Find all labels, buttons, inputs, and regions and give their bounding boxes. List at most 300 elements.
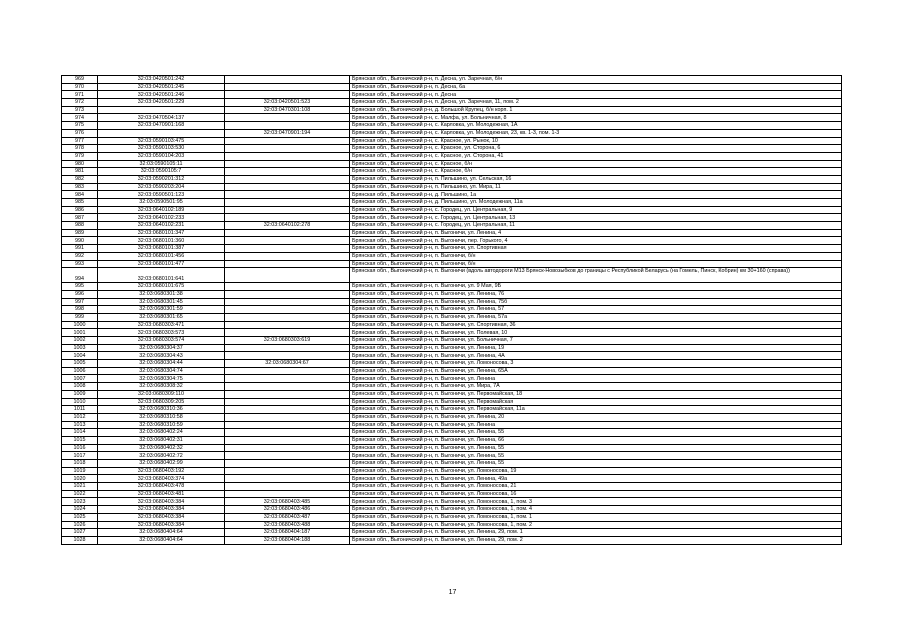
table-row xyxy=(62,183,842,191)
address-cell: Брянская обл., Выгоничский р-н, с. Красное, ул. Рынок, 10 xyxy=(350,137,842,145)
address-cell: Брянская обл., Выгоничский р-н, п. Выгоничи, ул. Ломоносова, 1, пом. 4 xyxy=(350,506,842,514)
cadastral-number-cell: 32:03:0680402:72 xyxy=(98,452,225,460)
row-number-cell: 1004 xyxy=(62,352,98,360)
row-number-cell: 1017 xyxy=(62,452,98,460)
table-row xyxy=(62,160,842,168)
object-number-cell: 32:03:0680404:188 xyxy=(225,536,350,544)
address-cell: Брянская обл., Выгоничский р-н, п. Выгоничи, ул. Ленина, 76 xyxy=(350,290,842,298)
object-number-cell xyxy=(225,367,350,375)
table-row xyxy=(62,290,842,298)
table-row xyxy=(62,413,842,421)
table-row xyxy=(62,91,842,99)
table-row xyxy=(62,406,842,414)
object-number-cell xyxy=(225,76,350,84)
row-number-cell: 999 xyxy=(62,313,98,321)
cadastral-number-cell: 32:03:0590104:203 xyxy=(98,152,225,160)
object-number-cell: 32:03:0680403:487 xyxy=(225,513,350,521)
table-row xyxy=(62,214,842,222)
address-cell: Брянская обл., Выгоничский р-н, п. Пильшино, ул. Сельская, 16 xyxy=(350,175,842,183)
object-number-cell: 32:03:0420501:523 xyxy=(225,99,350,107)
row-number-cell: 991 xyxy=(62,245,98,253)
cadastral-number-cell: 32:03:0680402:32 xyxy=(98,444,225,452)
table-row xyxy=(62,390,842,398)
row-number-cell: 1010 xyxy=(62,398,98,406)
cadastral-number-cell: 32:03:0420501:229 xyxy=(98,99,225,107)
table-row xyxy=(62,313,842,321)
address-cell: Брянская обл., Выгоничский р-н, п. Выгоничи, ул. Ленина, 4 xyxy=(350,229,842,237)
object-number-cell xyxy=(225,390,350,398)
object-number-cell: 32:03:0680403:486 xyxy=(225,506,350,514)
cadastral-number-cell: 32:03:0640102:233 xyxy=(98,214,225,222)
row-number-cell: 1026 xyxy=(62,521,98,529)
table-row xyxy=(62,175,842,183)
object-number-cell: 32:03:0680403:488 xyxy=(225,521,350,529)
address-cell: Брянская обл., Выгоничский р-н, п. Выгоничи, ул. Ленина, 20 xyxy=(350,413,842,421)
cadastral-number-cell: 32:03:0680304:43 xyxy=(98,352,225,360)
cadastral-number-cell: 32:03:0590501:123 xyxy=(98,191,225,199)
table-row xyxy=(62,283,842,291)
object-number-cell xyxy=(225,191,350,199)
table-row xyxy=(62,536,842,544)
row-number-cell: 978 xyxy=(62,145,98,153)
table-row xyxy=(62,375,842,383)
row-number-cell: 1012 xyxy=(62,413,98,421)
address-cell: Брянская обл., Выгоничский р-н, п. Выгоничи, ул. Ломоносова, 1, пом. 3 xyxy=(350,498,842,506)
address-cell: Брянская обл., Выгоничский р-н, п. Выгоничи, ул. Ленина, 19 xyxy=(350,344,842,352)
object-number-cell xyxy=(225,475,350,483)
table-row xyxy=(62,337,842,345)
row-number-cell: 971 xyxy=(62,91,98,99)
table-row xyxy=(62,452,842,460)
address-cell: Брянская обл., Выгоничский р-н, п. Выгоничи, ул. Ленина, 55 xyxy=(350,429,842,437)
address-cell: Брянская обл., Выгоничский р-н, п. Выгоничи, ул. Ломоносова, 3 xyxy=(350,360,842,368)
address-cell: Брянская обл., Выгоничский р-н, п. Выгоничи, ул. Спортивная, 36 xyxy=(350,321,842,329)
table-row xyxy=(62,152,842,160)
cadastral-number-cell: 32:03:0680309:205 xyxy=(98,398,225,406)
row-number-cell: 1022 xyxy=(62,490,98,498)
object-number-cell xyxy=(225,452,350,460)
object-number-cell xyxy=(225,137,350,145)
table-row xyxy=(62,298,842,306)
table-row xyxy=(62,352,842,360)
cadastral-number-cell: 32:03:0680310:59 xyxy=(98,421,225,429)
object-number-cell xyxy=(225,413,350,421)
row-number-cell: 976 xyxy=(62,129,98,137)
address-cell: Брянская обл., Выгоничский р-н, п. Выгоничи, ул. Ленина, 75б xyxy=(350,298,842,306)
address-cell: Брянская обл., Выгоничский р-н, с. Карловка, ул. Молодежная, 1А xyxy=(350,122,842,130)
row-number-cell: 1014 xyxy=(62,429,98,437)
table-row xyxy=(62,145,842,153)
cadastral-number-cell: 32:03:0680303:574 xyxy=(98,337,225,345)
object-number-cell xyxy=(225,114,350,122)
address-cell: Брянская обл., Выгоничский р-н, п. Выгоничи, ул. 9 Мая, 9Б xyxy=(350,283,842,291)
address-cell: Брянская обл., Выгоничский р-н, п. Выгоничи, ул. Ленина, 57а xyxy=(350,313,842,321)
row-number-cell: 994 xyxy=(62,268,98,283)
table-row xyxy=(62,268,842,283)
address-cell: Брянская обл., Выгоничский р-н, п. Выгоничи, ул. Ломоносова, 16 xyxy=(350,490,842,498)
object-number-cell xyxy=(225,375,350,383)
table-row xyxy=(62,444,842,452)
object-number-cell: 32:03:0640102:278 xyxy=(225,222,350,230)
object-number-cell xyxy=(225,444,350,452)
table-row xyxy=(62,114,842,122)
object-number-cell xyxy=(225,436,350,444)
object-number-cell xyxy=(225,344,350,352)
object-number-cell xyxy=(225,283,350,291)
row-number-cell: 1025 xyxy=(62,513,98,521)
row-number-cell: 993 xyxy=(62,260,98,268)
object-number-cell: 32:03:0680304:67 xyxy=(225,360,350,368)
cadastral-number-cell: 32:03:0640102:231 xyxy=(98,222,225,230)
row-number-cell: 984 xyxy=(62,191,98,199)
row-number-cell: 1018 xyxy=(62,460,98,468)
address-cell: Брянская обл., Выгоничский р-н, д. Большой Крупец, б/н корп. 1 xyxy=(350,106,842,114)
address-cell: Брянская обл., Выгоничский р-н, с. Красное, ул. Сторона, 6 xyxy=(350,145,842,153)
address-cell: Брянская обл., Выгоничский р-н, п. Выгоничи, б/н xyxy=(350,252,842,260)
cadastral-number-cell: 32:03:0680304:37 xyxy=(98,344,225,352)
row-number-cell: 979 xyxy=(62,152,98,160)
table-row xyxy=(62,421,842,429)
object-number-cell xyxy=(225,460,350,468)
object-number-cell xyxy=(225,252,350,260)
cadastral-number-cell: 32:03:0680403:374 xyxy=(98,475,225,483)
table-row xyxy=(62,129,842,137)
cadastral-number-cell: 32:03:0590501:95 xyxy=(98,199,225,207)
address-cell: Брянская обл., Выгоничский р-н, п. Выгоничи, ул. Ломоносова, 1, пом. 2 xyxy=(350,521,842,529)
table-row xyxy=(62,490,842,498)
table-row xyxy=(62,260,842,268)
table-row xyxy=(62,306,842,314)
cadastral-number-cell: 32:03:0680402:24 xyxy=(98,429,225,437)
row-number-cell: 974 xyxy=(62,114,98,122)
row-number-cell: 1003 xyxy=(62,344,98,352)
address-cell: Брянская обл., Выгоничский р-н, с. Красное, ул. Сторона, 41 xyxy=(350,152,842,160)
row-number-cell: 1021 xyxy=(62,483,98,491)
table-row xyxy=(62,191,842,199)
address-cell: Брянская обл., Выгоничский р-н, п. Выгоничи, ул. Ленина, 55 xyxy=(350,444,842,452)
table-row xyxy=(62,206,842,214)
object-number-cell xyxy=(225,483,350,491)
object-number-cell xyxy=(225,122,350,130)
cadastral-number-cell: 32:03:0590103:475 xyxy=(98,137,225,145)
cadastral-number-cell: 32:03:0420501:242 xyxy=(98,76,225,84)
table-row xyxy=(62,367,842,375)
address-cell: Брянская обл., Выгоничский р-н, п. Выгоничи, б/н xyxy=(350,260,842,268)
address-cell: Брянская обл., Выгоничский р-н, п. Выгоничи, ул. Ленина, 57 xyxy=(350,306,842,314)
address-cell: Брянская обл., Выгоничский р-н, п. Выгоничи, пер. Горького, 4 xyxy=(350,237,842,245)
cadastral-number-cell: 32:03:0680403:384 xyxy=(98,506,225,514)
cadastral-number-cell: 32:03:0680403:481 xyxy=(98,490,225,498)
cadastral-number-cell: 32:03:0680101:387 xyxy=(98,245,225,253)
cadastral-number-cell: 32:03:0680402:31 xyxy=(98,436,225,444)
table-row xyxy=(62,99,842,107)
object-number-cell xyxy=(225,260,350,268)
row-number-cell: 1020 xyxy=(62,475,98,483)
row-number-cell: 1000 xyxy=(62,321,98,329)
cadastral-number-cell: 32:03:0680101:360 xyxy=(98,237,225,245)
row-number-cell: 986 xyxy=(62,206,98,214)
table-row xyxy=(62,106,842,114)
address-cell: Брянская обл., Выгоничский р-н, п. Выгоничи, ул. Полевая, 10 xyxy=(350,329,842,337)
table-row xyxy=(62,529,842,537)
cadastral-number-cell: 32:03:0590203:204 xyxy=(98,183,225,191)
table-row xyxy=(62,513,842,521)
cadastral-number-cell xyxy=(98,129,225,137)
cadastral-number-cell: 32:03:0680303:471 xyxy=(98,321,225,329)
cadastral-number-cell: 32:03:0680404:64 xyxy=(98,536,225,544)
row-number-cell: 983 xyxy=(62,183,98,191)
table-row xyxy=(62,467,842,475)
row-number-cell: 1013 xyxy=(62,421,98,429)
object-number-cell xyxy=(225,83,350,91)
object-number-cell xyxy=(225,298,350,306)
table-row xyxy=(62,483,842,491)
row-number-cell: 1024 xyxy=(62,506,98,514)
address-cell: Брянская обл., Выгоничский р-н, п. Выгоничи, ул. Ленина, 29, пом. 1 xyxy=(350,529,842,537)
address-cell: Брянская обл., Выгоничский р-н, с. Городец, ул. Центральная, 9 xyxy=(350,206,842,214)
row-number-cell: 970 xyxy=(62,83,98,91)
address-cell: Брянская обл., Выгоничский р-н, п. Выгоничи, ул. Ленина, 66 xyxy=(350,436,842,444)
row-number-cell: 1015 xyxy=(62,436,98,444)
address-cell: Брянская обл., Выгоничский р-н, п. Выгоничи, ул. Ленина, 29, пом. 2 xyxy=(350,536,842,544)
object-number-cell xyxy=(225,268,350,283)
row-number-cell: 982 xyxy=(62,175,98,183)
row-number-cell: 989 xyxy=(62,229,98,237)
address-cell: Брянская обл., Выгоничский р-н, п. Выгоничи, ул. Ломоносова, 1, пом. 1 xyxy=(350,513,842,521)
address-cell: Брянская обл., Выгоничский р-н, п. Выгоничи, ул. Мира, 7А xyxy=(350,383,842,391)
row-number-cell: 969 xyxy=(62,76,98,84)
cadastral-number-cell: 32:03:0680101:456 xyxy=(98,252,225,260)
address-cell: Брянская обл., Выгоничский р-н, п. Выгоничи, ул. Ленина, 65А xyxy=(350,367,842,375)
object-number-cell xyxy=(225,152,350,160)
cadastral-number-cell: 32:03:0590105:7 xyxy=(98,168,225,176)
table-row xyxy=(62,521,842,529)
row-number-cell: 1011 xyxy=(62,406,98,414)
row-number-cell: 1007 xyxy=(62,375,98,383)
address-cell: Брянская обл., Выгоничский р-н, с. Городец, ул. Центральная, 11 xyxy=(350,222,842,230)
object-number-cell xyxy=(225,329,350,337)
object-number-cell: 32:03:0470301:108 xyxy=(225,106,350,114)
address-cell: Брянская обл., Выгоничский р-н, п. Выгоничи, ул. Первомайская, 11а xyxy=(350,406,842,414)
object-number-cell xyxy=(225,398,350,406)
cadastral-number-cell: 32:03:0680101:675 xyxy=(98,283,225,291)
object-number-cell xyxy=(225,306,350,314)
address-cell: Брянская обл., Выгоничский р-н, с. Малфа, ул. Больничная, 8 xyxy=(350,114,842,122)
row-number-cell: 973 xyxy=(62,106,98,114)
row-number-cell: 997 xyxy=(62,298,98,306)
object-number-cell xyxy=(225,383,350,391)
table-row xyxy=(62,398,842,406)
table-row xyxy=(62,137,842,145)
property-table-body xyxy=(62,76,842,545)
address-cell: Брянская обл., Выгоничский р-н, п. Десна, ул. Заречная, б/н xyxy=(350,76,842,84)
object-number-cell: 32:03:0470901:194 xyxy=(225,129,350,137)
row-number-cell: 1005 xyxy=(62,360,98,368)
address-cell: Брянская обл., Выгоничский р-н, п. Пильшино, ул. Мира, 11 xyxy=(350,183,842,191)
row-number-cell: 985 xyxy=(62,199,98,207)
address-cell: Брянская обл., Выгоничский р-н, п. Выгоничи, ул. Ленина xyxy=(350,375,842,383)
object-number-cell xyxy=(225,429,350,437)
table-row xyxy=(62,329,842,337)
cadastral-number-cell: 32:03:0680308:32 xyxy=(98,383,225,391)
property-table xyxy=(61,75,842,545)
address-cell: Брянская обл., Выгоничский р-н, п. Десна, 6а xyxy=(350,83,842,91)
table-row xyxy=(62,321,842,329)
row-number-cell: 996 xyxy=(62,290,98,298)
cadastral-number-cell: 32:03:0680301:65 xyxy=(98,313,225,321)
cadastral-number-cell: 32:03:0590201:312 xyxy=(98,175,225,183)
cadastral-number-cell: 32:03:0420501:246 xyxy=(98,91,225,99)
row-number-cell: 1019 xyxy=(62,467,98,475)
row-number-cell: 1006 xyxy=(62,367,98,375)
table-row xyxy=(62,383,842,391)
cadastral-number-cell: 32:03:0680304:44 xyxy=(98,360,225,368)
table-row xyxy=(62,237,842,245)
object-number-cell: 32:03:0680404:187 xyxy=(225,529,350,537)
object-number-cell xyxy=(225,183,350,191)
address-cell: Брянская обл., Выгоничский р-н, п. Десна xyxy=(350,91,842,99)
row-number-cell: 987 xyxy=(62,214,98,222)
row-number-cell: 1027 xyxy=(62,529,98,537)
address-cell: Брянская обл., Выгоничский р-н, п. Выгоничи, ул. Ленина xyxy=(350,421,842,429)
address-cell: Брянская обл., Выгоничский р-н, п. Выгоничи, ул. Первомайская xyxy=(350,398,842,406)
row-number-cell: 1002 xyxy=(62,337,98,345)
row-number-cell: 980 xyxy=(62,160,98,168)
object-number-cell xyxy=(225,145,350,153)
object-number-cell xyxy=(225,168,350,176)
cadastral-number-cell: 32:03:0680304:75 xyxy=(98,375,225,383)
object-number-cell xyxy=(225,467,350,475)
cadastral-number-cell: 32:03:0680404:64 xyxy=(98,529,225,537)
address-cell: Брянская обл., Выгоничский р-н, с. Красное, б/н xyxy=(350,160,842,168)
address-cell: Брянская обл., Выгоничский р-н, с. Карловка, ул. Молодежная, 23, кв. 1-3, пом. 1-3 xyxy=(350,129,842,137)
row-number-cell: 1009 xyxy=(62,390,98,398)
row-number-cell: 972 xyxy=(62,99,98,107)
cadastral-number-cell: 32:03:0680403:384 xyxy=(98,498,225,506)
row-number-cell: 981 xyxy=(62,168,98,176)
cadastral-number-cell: 32:03:0680301:38 xyxy=(98,290,225,298)
object-number-cell xyxy=(225,245,350,253)
cadastral-number-cell: 32:03:0680403:384 xyxy=(98,513,225,521)
table-row xyxy=(62,252,842,260)
object-number-cell xyxy=(225,421,350,429)
cadastral-number-cell xyxy=(98,106,225,114)
cadastral-number-cell: 32:03:0680101:641 xyxy=(98,268,225,283)
row-number-cell: 1016 xyxy=(62,444,98,452)
cadastral-number-cell: 32:03:0680303:573 xyxy=(98,329,225,337)
object-number-cell xyxy=(225,352,350,360)
object-number-cell xyxy=(225,206,350,214)
row-number-cell: 1023 xyxy=(62,498,98,506)
cadastral-number-cell: 32:03:0680301:59 xyxy=(98,306,225,314)
table-row xyxy=(62,83,842,91)
address-cell: Брянская обл., Выгоничский р-н, д. Пильшино, ул. Молодежная, 11а xyxy=(350,199,842,207)
address-cell: Брянская обл., Выгоничский р-н, с. Городец, ул. Центральная, 13 xyxy=(350,214,842,222)
table-row xyxy=(62,506,842,514)
object-number-cell xyxy=(225,313,350,321)
address-cell: Брянская обл., Выгоничский р-н, п. Выгоничи, ул. Спортивная xyxy=(350,245,842,253)
table-row xyxy=(62,245,842,253)
object-number-cell: 32:03:0680303:619 xyxy=(225,337,350,345)
row-number-cell: 1008 xyxy=(62,383,98,391)
table-row xyxy=(62,460,842,468)
address-cell: Брянская обл., Выгоничский р-н, с. Красное, б/н xyxy=(350,168,842,176)
cadastral-number-cell: 32:03:0640102:189 xyxy=(98,206,225,214)
table-row xyxy=(62,475,842,483)
cadastral-number-cell: 32:03:0590105:11 xyxy=(98,160,225,168)
object-number-cell xyxy=(225,214,350,222)
page-number: 17 xyxy=(448,589,457,596)
object-number-cell xyxy=(225,160,350,168)
address-cell: Брянская обл., Выгоничский р-н, п. Выгоничи, ул. Ленина, 55 xyxy=(350,460,842,468)
row-number-cell: 977 xyxy=(62,137,98,145)
table-row xyxy=(62,344,842,352)
cadastral-number-cell: 32:03:0680101:347 xyxy=(98,229,225,237)
object-number-cell xyxy=(225,321,350,329)
cadastral-number-cell: 32:03:0470901:168 xyxy=(98,122,225,130)
row-number-cell: 975 xyxy=(62,122,98,130)
cadastral-number-cell: 32:03:0680309:110 xyxy=(98,390,225,398)
table-row xyxy=(62,168,842,176)
cadastral-number-cell: 32:03:0420501:245 xyxy=(98,83,225,91)
row-number-cell: 990 xyxy=(62,237,98,245)
cadastral-number-cell: 32:03:0590103:530 xyxy=(98,145,225,153)
address-cell: Брянская обл., Выгоничский р-н, п. Выгоничи, ул. Первомайская, 18 xyxy=(350,390,842,398)
row-number-cell: 988 xyxy=(62,222,98,230)
cadastral-number-cell: 32:03:0680310:36 xyxy=(98,406,225,414)
cadastral-number-cell: 32:03:0680301:45 xyxy=(98,298,225,306)
address-cell: Брянская обл., Выгоничский р-н, п. Десна, ул. Заречная, 11, пом. 2 xyxy=(350,99,842,107)
object-number-cell xyxy=(225,237,350,245)
object-number-cell xyxy=(225,406,350,414)
address-cell: Брянская обл., Выгоничский р-н, п. Выгоничи, ул. Ленина, 4А xyxy=(350,352,842,360)
address-cell: Брянская обл., Выгоничский р-н, п. Выгоничи, ул. Ломоносова, 19 xyxy=(350,467,842,475)
table-row xyxy=(62,360,842,368)
object-number-cell xyxy=(225,175,350,183)
object-number-cell xyxy=(225,91,350,99)
address-cell: Брянская обл., Выгоничский р-н, д. Пильшино, 1а xyxy=(350,191,842,199)
row-number-cell: 995 xyxy=(62,283,98,291)
address-cell: Брянская обл., Выгоничский р-н, п. Выгоничи, ул. Ленина, 55 xyxy=(350,452,842,460)
table-row xyxy=(62,222,842,230)
row-number-cell: 1001 xyxy=(62,329,98,337)
row-number-cell: 992 xyxy=(62,252,98,260)
address-cell: Брянская обл., Выгоничский р-н, п. Выгоничи, ул. Больничная, 7 xyxy=(350,337,842,345)
object-number-cell: 32:03:0680403:485 xyxy=(225,498,350,506)
cadastral-number-cell: 32:03:0680310:58 xyxy=(98,413,225,421)
table-row xyxy=(62,429,842,437)
table-row xyxy=(62,229,842,237)
cadastral-number-cell: 32:03:0470504:137 xyxy=(98,114,225,122)
table-row xyxy=(62,122,842,130)
row-number-cell: 998 xyxy=(62,306,98,314)
object-number-cell xyxy=(225,290,350,298)
object-number-cell xyxy=(225,490,350,498)
cadastral-number-cell: 32:03:0680403:384 xyxy=(98,521,225,529)
address-cell: Брянская обл., Выгоничский р-н, п. Выгоничи, ул. Ломоносова, 21 xyxy=(350,483,842,491)
cadastral-number-cell: 32:03:0680403:192 xyxy=(98,467,225,475)
table-row xyxy=(62,199,842,207)
table-row xyxy=(62,436,842,444)
object-number-cell xyxy=(225,229,350,237)
row-number-cell: 1028 xyxy=(62,536,98,544)
table-row xyxy=(62,76,842,84)
table-row xyxy=(62,498,842,506)
cadastral-number-cell: 32:03:0680403:478 xyxy=(98,483,225,491)
cadastral-number-cell: 32:03:0680101:477 xyxy=(98,260,225,268)
cadastral-number-cell: 32:03:0680402:99 xyxy=(98,460,225,468)
address-cell: Брянская обл., Выгоничский р-н, п. Выгоничи (вдоль автодороги М13 Брянск-Новозыбков до границы с Республикой Беларусь (на Гомель, Пинск, Кобрин) км 30+160 (справа)) xyxy=(350,268,842,283)
